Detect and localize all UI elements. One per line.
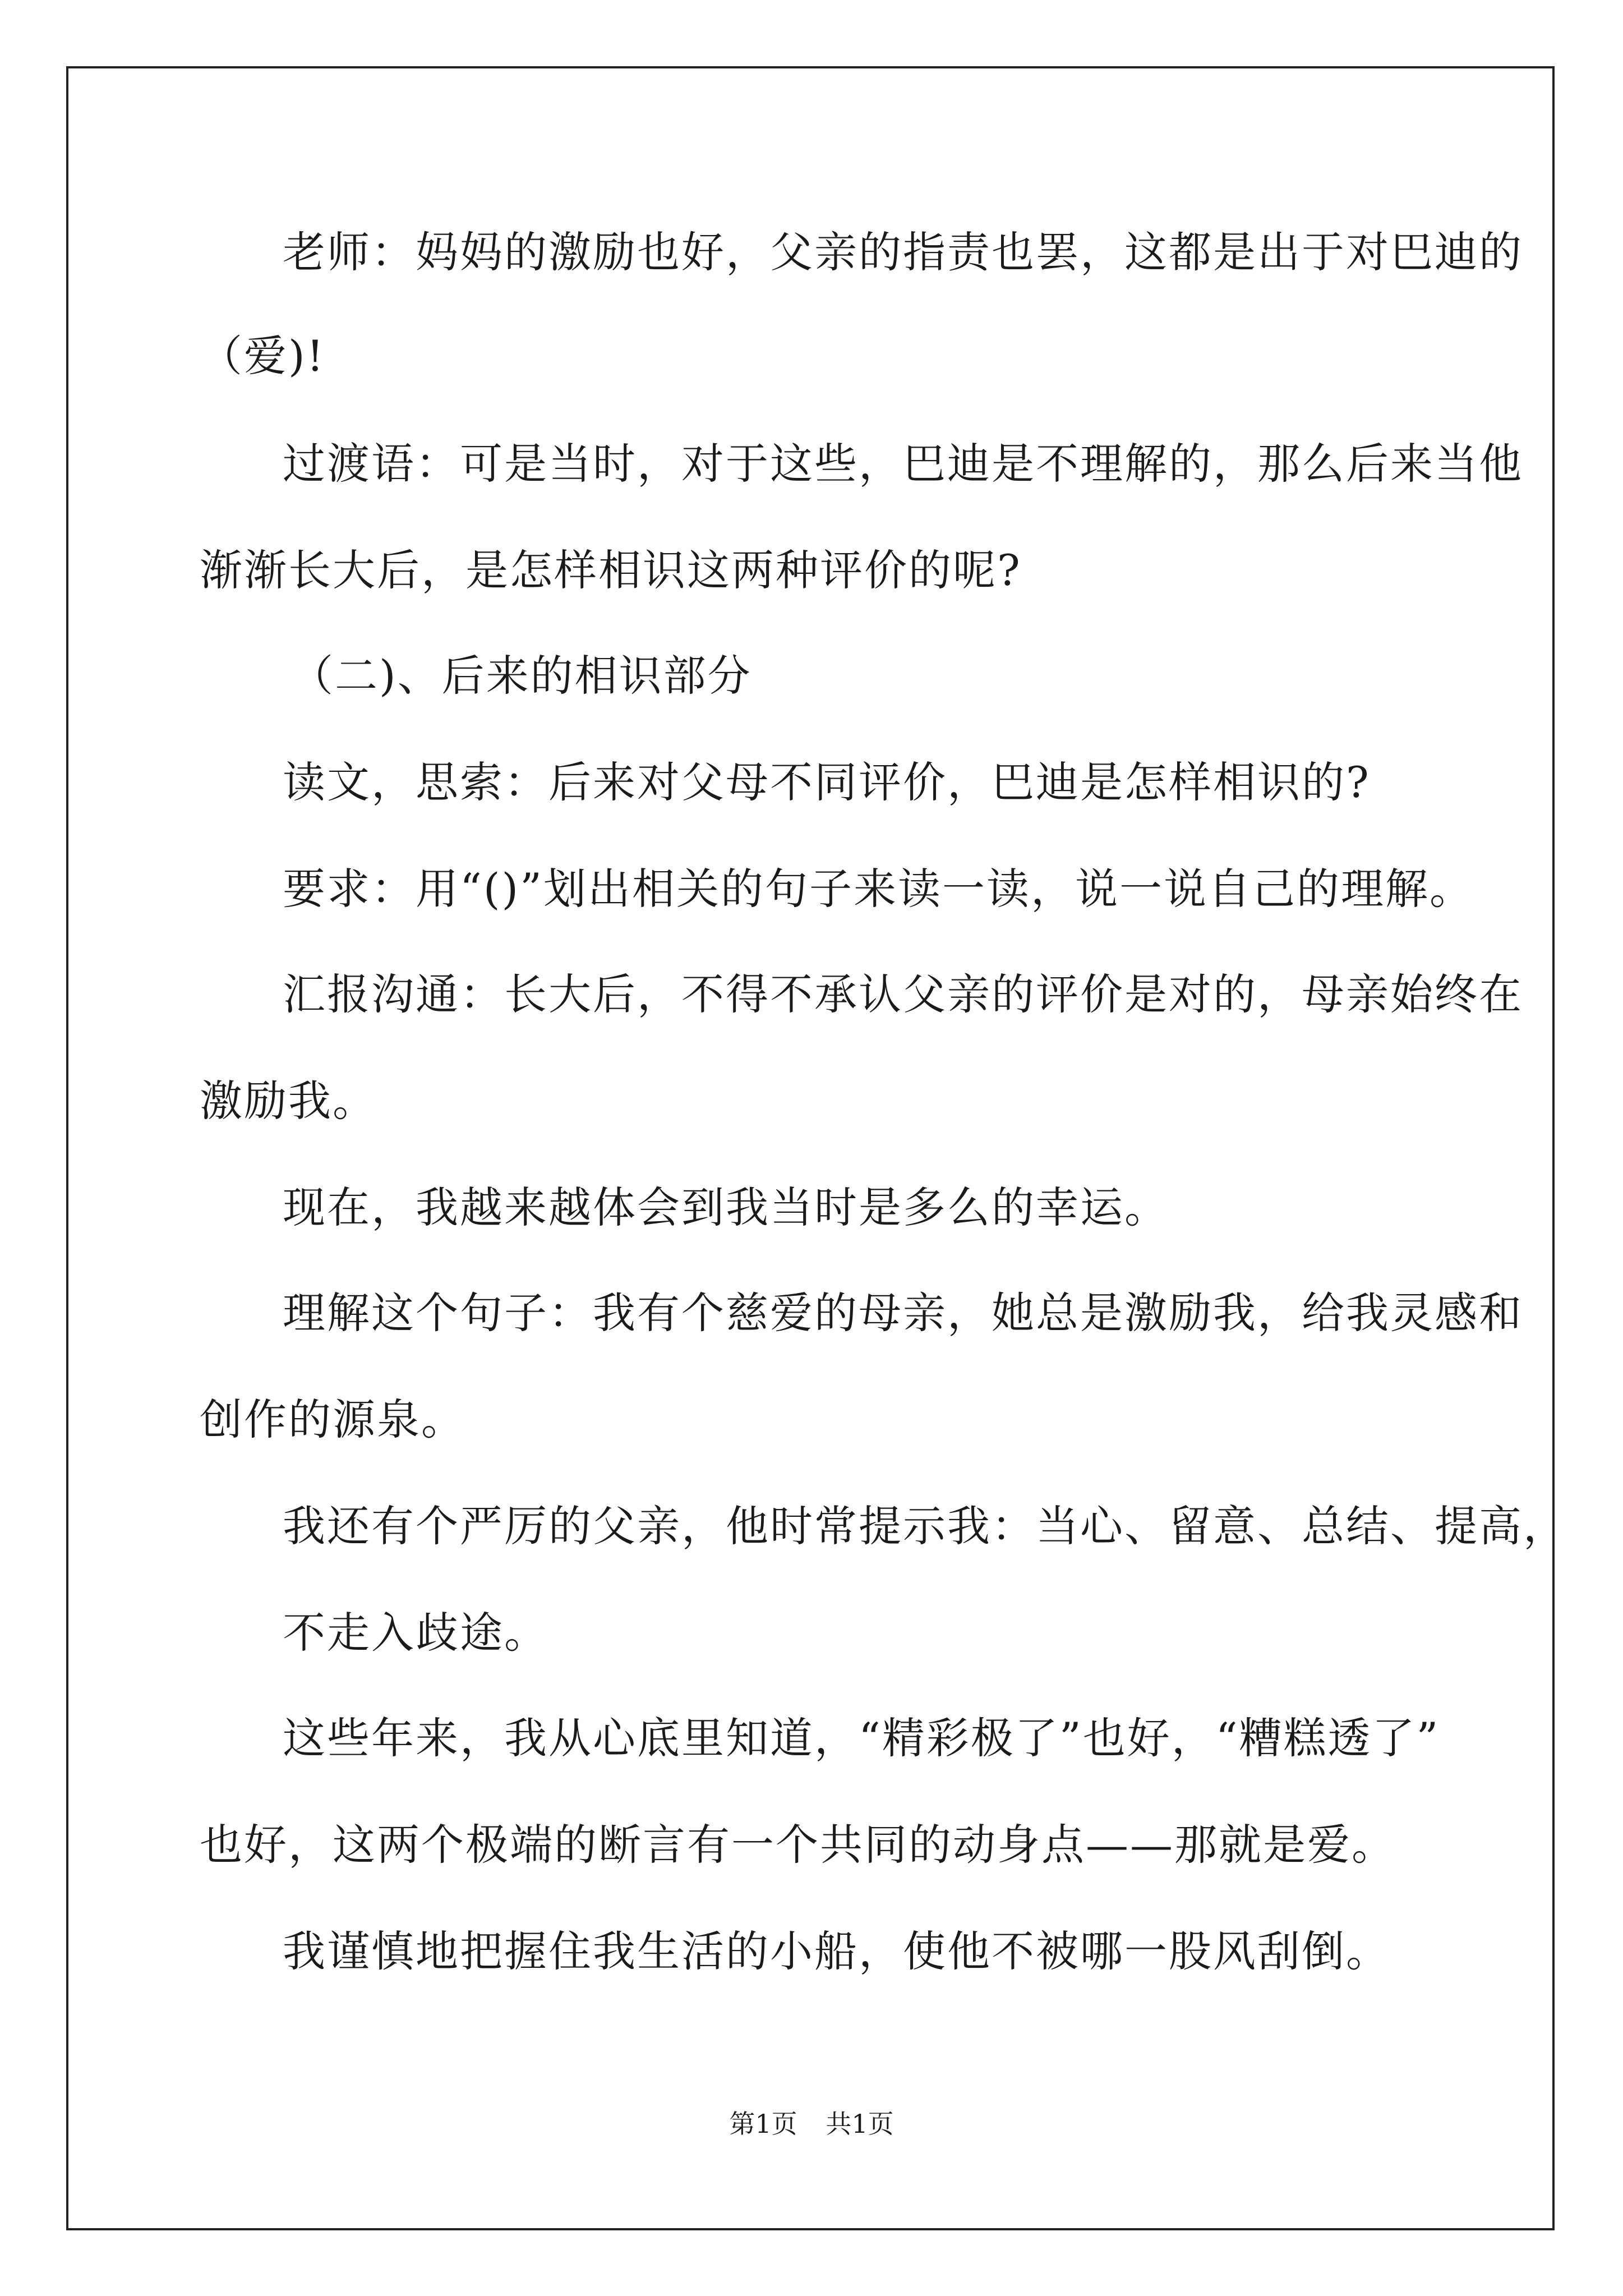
page-number: 第1页 xyxy=(729,2109,797,2139)
paragraph-line: 激励我。 xyxy=(200,1076,377,1126)
paragraph-line: 不走入歧途。 xyxy=(283,1608,548,1658)
paragraph-line: 理解这个句子：我有个慈爱的母亲，她总是激励我，给我灵感和 xyxy=(283,1288,1523,1338)
paragraph-line: 过渡语：可是当时，对于这些，巴迪是不理解的，那么后来当他 xyxy=(283,439,1523,489)
section-heading: （二)、后来的相识部分 xyxy=(291,651,752,701)
paragraph-line: 汇报沟通：长大后，不得不承认父亲的评价是对的，母亲始终在 xyxy=(283,969,1523,1019)
paragraph-line: （爱)! xyxy=(200,331,326,381)
paragraph-line: 这些年来，我从心底里知道，“精彩极了”也好，“糟糕透了” xyxy=(283,1713,1440,1763)
paragraph-line: 创作的源泉。 xyxy=(200,1395,465,1444)
paragraph-line: 现在，我越来越体会到我当时是多么的幸运。 xyxy=(283,1182,1169,1232)
page-footer xyxy=(0,2104,1623,2141)
paragraph-line: 我谨慎地把握住我生活的小船，使他不被哪一股风刮倒。 xyxy=(283,1926,1390,1976)
paragraph-line: 渐渐长大后，是怎样相识这两种评价的呢? xyxy=(200,545,1022,595)
page-total: 共1页 xyxy=(826,2109,894,2139)
page-border xyxy=(66,66,1555,2230)
paragraph-line: 也好，这两个极端的断言有一个共同的动身点——那就是爱。 xyxy=(200,1820,1396,1870)
paragraph-line: 我还有个严厉的父亲，他时常提示我：当心、留意、总结、提高， xyxy=(283,1501,1567,1551)
paragraph-line: 要求：用“()”划出相关的句子来读一读，说一说自己的理解。 xyxy=(283,864,1474,914)
paragraph-line: 老师：妈妈的激励也好，父亲的指责也罢，这都是出于对巴迪的 xyxy=(283,227,1523,277)
paragraph-line: 读文，思索：后来对父母不同评价，巴迪是怎样相识的? xyxy=(283,757,1371,807)
